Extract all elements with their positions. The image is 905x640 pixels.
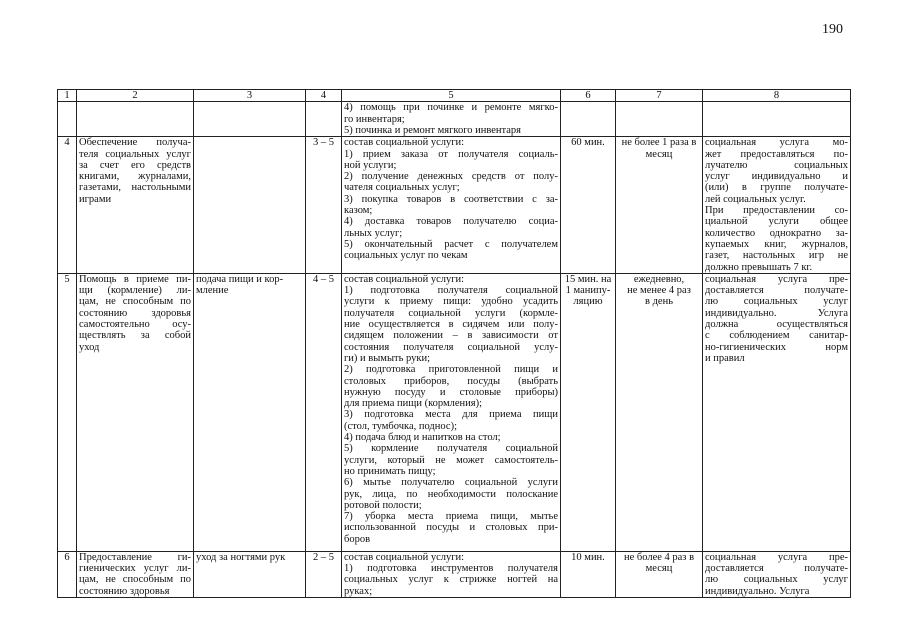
cell-line: за счет его средств xyxy=(79,159,191,171)
cell-duration xyxy=(561,551,616,597)
cell-service-content xyxy=(342,137,561,274)
cell-subservice xyxy=(194,273,306,551)
cell-line: (или) в группе получате- xyxy=(705,182,848,194)
cell-number xyxy=(58,102,77,137)
cell-line: льных услуг; xyxy=(344,227,403,239)
cell-line: жет предоставляться по- xyxy=(705,148,848,160)
column-number: 3 xyxy=(194,90,306,102)
table-row xyxy=(58,137,851,274)
cell-line: боров xyxy=(344,533,371,545)
cell-number xyxy=(58,273,77,551)
cell-line: социальная услуга пре- xyxy=(705,273,848,285)
cell-line: уход за ногтями рук xyxy=(196,551,286,563)
cell-line: При предоставлении со- xyxy=(705,205,848,217)
page-number: 190 xyxy=(822,22,843,37)
cell-duration xyxy=(561,102,616,137)
cell-line: ги) и вымыть руки; xyxy=(344,352,431,364)
column-number: 6 xyxy=(561,90,616,102)
cell-line: лю социальных услуг xyxy=(705,574,848,586)
cell-service-content xyxy=(342,551,561,597)
cell-service-content xyxy=(342,273,561,551)
cell-line: чателя социальных услуг; xyxy=(344,182,460,194)
column-number: 2 xyxy=(77,90,194,102)
cell-line: книгами, журналами, xyxy=(79,171,191,183)
cell-line: 60 мин. xyxy=(571,137,605,149)
cell-line: газет, настольных игр не xyxy=(705,250,848,262)
cell-line: ной услуги; xyxy=(344,159,397,171)
cell-service-name xyxy=(77,102,194,137)
cell-line: руках; xyxy=(344,585,373,597)
cell-line: должна осуществляться xyxy=(705,319,848,331)
cell-line: 2) получение денежных средств от полу- xyxy=(344,171,558,183)
cell-line: доставляется получате- xyxy=(705,563,848,575)
cell-number xyxy=(58,551,77,597)
cell-line: доставляется получате- xyxy=(705,285,848,297)
cell-line: услуги, который не может самостоятель- xyxy=(344,454,558,466)
column-number-row xyxy=(58,90,851,102)
cell-line: го инвентаря; xyxy=(344,113,405,125)
cell-line: социальных услуг к стрижке ногтей на xyxy=(344,574,558,586)
cell-subservice xyxy=(194,102,306,137)
cell-line: должно превышать 7 кг. xyxy=(705,261,813,273)
cell-line: щи (кормление) ли- xyxy=(79,285,191,297)
cell-line: казом; xyxy=(344,205,373,217)
cell-line: состав социальной услуги: xyxy=(344,137,465,149)
cell-line: 4) подача блюд и напитков на стол; xyxy=(344,432,501,444)
cell-line: Помощь в приеме пи- xyxy=(79,273,191,285)
table-row xyxy=(58,273,851,551)
cell-grade xyxy=(306,551,342,597)
cell-line: столовых приборов, посуды (выбрать xyxy=(344,375,558,387)
cell-line: индивидуально. Услуга xyxy=(705,307,848,319)
cell-line: цам, не способным по xyxy=(79,574,191,586)
cell-line: 3) покупка товаров в соответствии с за- xyxy=(344,193,558,205)
cell-line: 1) подготовка инструментов получателя xyxy=(344,563,558,575)
cell-line: услуги к приему пищи: удобно усадить xyxy=(344,296,558,308)
cell-line: социальных услуг по чекам xyxy=(344,250,468,262)
cell-text: 2 – 5 xyxy=(313,551,334,563)
cell-text: 5 xyxy=(64,273,70,285)
cell-line: нужную посуду и столовые приборы) xyxy=(344,386,558,398)
cell-number xyxy=(58,137,77,274)
cell-line: состоянию здоровья xyxy=(79,585,170,597)
cell-line: уход xyxy=(79,341,100,353)
cell-service-name xyxy=(77,273,194,551)
cell-line: индивидуально. Услуга xyxy=(705,585,810,597)
cell-line: 1) подготовка получателя социальной xyxy=(344,285,558,297)
cell-line: сидящем положении – в зависимости от xyxy=(344,330,558,342)
cell-line: ротовой полости; xyxy=(344,499,422,511)
cell-line: не более 4 раз в xyxy=(623,551,695,563)
cell-line: (стол, тумбочка, поднос); xyxy=(344,420,457,432)
cell-line: лучателю социальных xyxy=(705,159,848,171)
cell-text: 3 – 5 xyxy=(313,137,334,149)
table-row xyxy=(58,551,851,597)
cell-subservice xyxy=(194,137,306,274)
cell-line: 10 мин. xyxy=(571,551,605,563)
cell-line: 1 манипу- xyxy=(565,285,611,297)
cell-line: 4) помощь при починке и ремонте мягко- xyxy=(344,102,558,114)
table-row xyxy=(58,102,851,137)
cell-notes xyxy=(703,137,851,274)
cell-line: 5) окончательный расчет с получателем xyxy=(344,238,558,250)
cell-grade xyxy=(306,273,342,551)
cell-line: 3) подготовка места для приема пищи xyxy=(344,409,558,421)
column-number: 7 xyxy=(616,90,703,102)
cell-notes xyxy=(703,551,851,597)
cell-duration xyxy=(561,137,616,274)
cell-grade xyxy=(306,137,342,274)
cell-line: 1) прием заказа от получателя социаль- xyxy=(344,148,558,160)
cell-service-name xyxy=(77,137,194,274)
cell-line: мление xyxy=(196,285,229,297)
cell-line: лей социальных услуг. xyxy=(705,193,806,205)
cell-line: цам, не способным по xyxy=(79,296,191,308)
cell-line: состоянию здоровья xyxy=(79,307,191,319)
cell-line: количество однократно за- xyxy=(705,227,848,239)
cell-frequency xyxy=(616,551,703,597)
cell-subservice xyxy=(194,551,306,597)
cell-line: 4) доставка товаров получателю социа- xyxy=(344,216,558,228)
cell-notes xyxy=(703,273,851,551)
services-table xyxy=(57,89,851,598)
cell-line: газетами, настольными xyxy=(79,182,191,194)
cell-grade xyxy=(306,102,342,137)
cell-service-name xyxy=(77,551,194,597)
cell-notes xyxy=(703,102,851,137)
cell-line: рук, лица, по необходимости полоскание xyxy=(344,488,558,500)
cell-line: но принимать пищу; xyxy=(344,465,436,477)
cell-line: подача пищи и кор- xyxy=(196,273,284,285)
cell-line: купаемых книг, журналов, xyxy=(705,238,848,250)
cell-frequency xyxy=(616,273,703,551)
cell-service-content xyxy=(342,102,561,137)
column-number: 1 xyxy=(58,90,77,102)
cell-line: ежедневно, xyxy=(633,273,685,285)
cell-line: социальная услуга мо- xyxy=(705,137,848,149)
cell-line: Обеспечение получа- xyxy=(79,137,191,149)
cell-line: 2) подготовка приготовленной пищи и xyxy=(344,364,558,376)
cell-frequency xyxy=(616,102,703,137)
cell-frequency xyxy=(616,137,703,274)
cell-line: ние осуществляется в сидячем или полу- xyxy=(344,319,558,331)
cell-duration xyxy=(561,273,616,551)
cell-line: не более 1 раза в xyxy=(621,137,697,149)
cell-line: использованной посуды и столовых при- xyxy=(344,522,558,534)
cell-line: получателя социальной услуги (кормле- xyxy=(344,307,558,319)
cell-line: месяц xyxy=(645,563,673,575)
cell-line: в день xyxy=(645,296,673,308)
cell-line: 5) починка и ремонт мягкого инвентаря xyxy=(344,124,521,136)
cell-line: и правил xyxy=(705,352,745,364)
cell-line: социальная услуга пре- xyxy=(705,551,848,563)
cell-text: 4 – 5 xyxy=(313,273,334,285)
cell-line: состав социальной услуги: xyxy=(344,551,465,563)
cell-line: ляцию xyxy=(573,296,603,308)
cell-line: состояния получателя социальной услу- xyxy=(344,341,558,353)
cell-line: месяц xyxy=(645,148,673,160)
cell-line: 15 мин. на xyxy=(564,273,612,285)
cell-line: но-гигиенических норм xyxy=(705,341,848,353)
cell-line: не менее 4 раз xyxy=(627,285,691,297)
cell-line: циальной услуги общее xyxy=(705,216,848,228)
cell-line: 5) кормление получателя социальной xyxy=(344,443,558,455)
column-number: 8 xyxy=(703,90,851,102)
cell-text: 4 xyxy=(64,137,70,149)
cell-line: лю социальных услуг xyxy=(705,296,848,308)
cell-line: самостоятельно осу- xyxy=(79,319,191,331)
cell-line: Предоставление ги- xyxy=(79,551,191,563)
column-number: 4 xyxy=(306,90,342,102)
cell-line: 6) мытье получателю социальной услуги xyxy=(344,477,558,489)
cell-text: 6 xyxy=(64,551,70,563)
cell-line: ществлять за собой xyxy=(79,330,191,342)
cell-line: гиенических услуг ли- xyxy=(79,563,191,575)
cell-line: для приема пищи (кормления); xyxy=(344,398,483,410)
cell-line: 7) уборка места приема пищи, мытье xyxy=(344,511,558,523)
column-number: 5 xyxy=(342,90,561,102)
cell-line: услуг индивидуально и xyxy=(705,171,848,183)
cell-line: с соблюдением санитар- xyxy=(705,330,848,342)
cell-line: играми xyxy=(79,193,112,205)
cell-line: теля социальных услуг xyxy=(79,148,191,160)
cell-line: состав социальной услуги: xyxy=(344,273,465,285)
